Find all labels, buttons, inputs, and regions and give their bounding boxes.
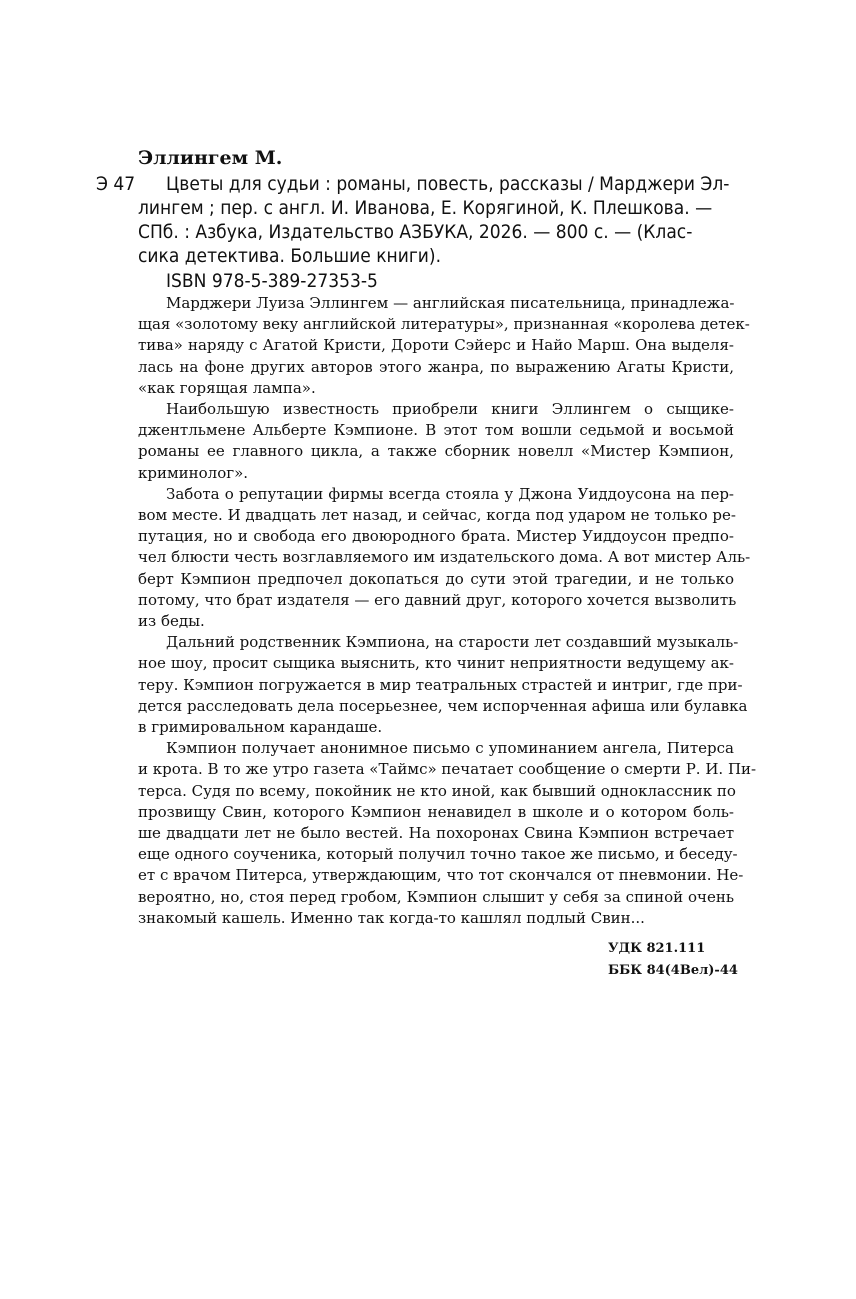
text-line: щая «золотому веку английской литературы», признанная «королева детек- xyxy=(138,315,750,334)
text-line: вероятно, но, стоя перед гробом, Кэмпион слышит у себя за спиной очень xyxy=(138,887,734,906)
text-line: ное шоу, просит сыщика выяснить, кто чинит неприятности ведущему ак- xyxy=(138,654,734,673)
text-line: и крота. В то же утро газета «Таймс» печатает сообщение о смерти Р. И. Пи- xyxy=(138,760,757,779)
text-line: путация, но и свобода его двоюродного брата. Мистер Уиддоусон предпо- xyxy=(138,527,734,546)
annotation-paragraph-4 xyxy=(138,632,748,738)
text-line: тива» наряду с Агатой Кристи, Дороти Сэйерс и Найо Марш. Она выделя- xyxy=(138,336,734,355)
text-line: знакомый кашель. Именно так когда-то кашлял подлый Свин... xyxy=(138,908,645,927)
text-line: джентльмене Альберте Кэмпионе. В этот том вошли седьмой и восьмой xyxy=(138,421,734,440)
bbk-code: ББК 84(4Вел)-44 xyxy=(608,963,738,978)
text-line: из беды. xyxy=(138,612,205,631)
annotation-paragraph-3 xyxy=(138,484,751,632)
text-line: романы ее главного цикла, а также сборник новелл «Мистер Кэмпион, xyxy=(138,442,734,461)
text-line: Дальний родственник Кэмпиона, на старости лет создавший музыкаль- xyxy=(166,633,739,652)
bib-line: СПб. : Азбука, Издательство АЗБУКА, 2026. — 800 с. — (Клас- xyxy=(138,221,693,243)
text-line: еще одного соученика, который получил точно такое же письмо, и беседу- xyxy=(138,845,738,864)
text-line: «как горящая лампа». xyxy=(138,378,316,397)
classification-codes xyxy=(608,938,738,982)
text-line: лась на фоне других авторов этого жанра, по выражению Агаты Кристи, xyxy=(138,357,734,376)
text-line: Марджери Луиза Эллингем — английская писательница, принадлежа- xyxy=(166,294,735,312)
annotation-paragraph-2 xyxy=(138,399,734,484)
annotation-paragraph-1 xyxy=(138,293,750,399)
text-line: дется расследовать дела посерьезнее, чем испорченная афиша или булавка xyxy=(138,696,748,715)
text-line: криминолог». xyxy=(138,463,249,482)
text-line: терса. Судя по всему, покойник не кто иной, как бывший одноклассник по xyxy=(138,781,736,800)
text-line: теру. Кэмпион погружается в мир театральных страстей и интриг, где при- xyxy=(138,675,743,694)
catalog-code: Э 47 xyxy=(96,173,136,195)
text-line: Забота о репутации фирмы всегда стояла у Джона Уиддоусона на пер- xyxy=(166,484,734,503)
author-heading: Эллингем М. xyxy=(138,147,283,169)
bib-line: Цветы для судьи : романы, повесть, рассказы / Марджери Эл- xyxy=(166,173,730,195)
udk-code: УДК 821.111 xyxy=(608,941,706,956)
bib-line: лингем ; пер. с англ. И. Иванова, Е. Корягиной, К. Плешкова. — xyxy=(138,197,713,219)
annotation xyxy=(138,293,757,929)
text-line: прозвищу Свин, которого Кэмпион ненавидел в школе и о котором боль- xyxy=(138,802,734,821)
bibliographic-description xyxy=(138,172,734,268)
text-line: чел блюсти честь возглавляемого им издательского дома. А вот мистер Аль- xyxy=(138,548,751,567)
isbn: ISBN 978-5-389-27353-5 xyxy=(166,270,378,292)
text-line: ет с врачом Питерса, утверждающим, что тот скончался от пневмонии. Не- xyxy=(138,866,744,885)
text-line: потому, что брат издателя — его давний друг, которого хочется вызволить xyxy=(138,590,737,609)
annotation-paragraph-5 xyxy=(138,738,757,929)
text-line: Наибольшую известность приобрели книги Эллингем о сыщике- xyxy=(166,400,734,419)
bib-line: сика детектива. Большие книги). xyxy=(138,245,442,267)
text-line: вом месте. И двадцать лет назад, и сейчас, когда под ударом не только ре- xyxy=(138,506,736,525)
text-line: в гримировальном карандаше. xyxy=(138,718,383,737)
text-line: ше двадцати лет не было вестей. На похоронах Свина Кэмпион встречает xyxy=(138,824,734,843)
text-line: Кэмпион получает анонимное письмо с упоминанием ангела, Питерса xyxy=(166,739,734,758)
text-line: берт Кэмпион предпочел докопаться до сути этой трагедии, и не только xyxy=(138,569,734,588)
